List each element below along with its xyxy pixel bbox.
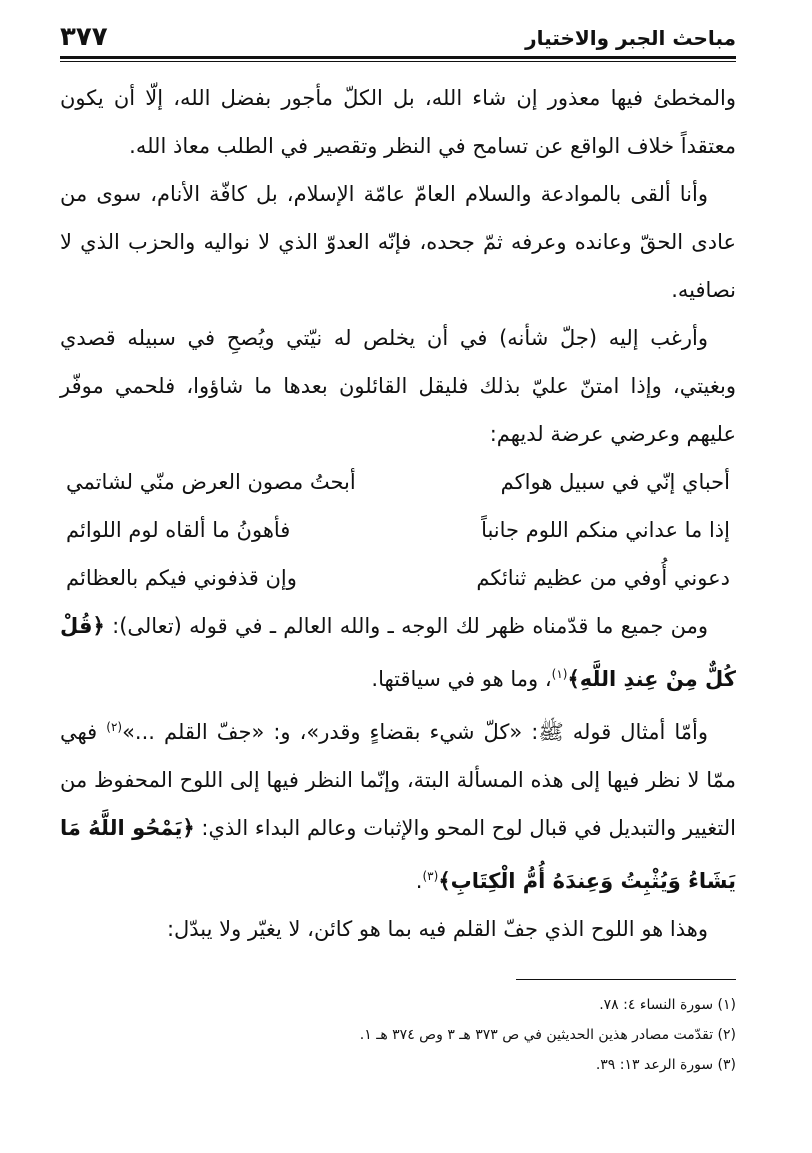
- paragraph-4-end: ، وما هو في سياقتها.: [371, 667, 552, 691]
- paragraph-2: وأنا ألقى بالموادعة والسلام العامّ عامّة الإسلام، بل كافّة الأنام، سوى من عادى الحقّ وعانده وعرفه ثمّ جحده، فإنّه العدوّ الذي لا نواليه والحزب الذي لا نصافيه.: [60, 182, 736, 302]
- footnote-3: (٣) سورة الرعد ١٣: ٣٩.: [595, 1057, 736, 1073]
- verse-first-hemistich: أحباي إنّي في سبيل هواكم: [500, 470, 730, 494]
- verse-line-2: [60, 506, 736, 554]
- page-header: [60, 18, 736, 54]
- paragraph-4-text: ومن جميع ما قدّمناه ظهر لك الوجه ـ والله العالم ـ في قوله (تعالى):: [104, 614, 708, 638]
- verse-first-hemistich: إذا ما عداني منكم اللوم جانباً: [481, 518, 730, 542]
- verse-second-hemistich: أبحتُ مصون العرض منّي لشاتمي: [66, 470, 356, 494]
- running-title: مباحث الجبر والاختيار: [525, 26, 736, 50]
- paragraph-5-text: وأمّا أمثال قوله ﷺ: «كلّ شيء بقضاءٍ وقدر»، و: «جفّ القلم ...»: [122, 720, 709, 744]
- verse-second-hemistich: فأهونُ ما ألقاه لوم اللوائم: [66, 518, 291, 542]
- paragraph-5-end: .: [415, 869, 423, 893]
- verse-line-3: [60, 554, 736, 602]
- footnotes: [60, 990, 736, 1080]
- footnote-separator: [516, 979, 736, 980]
- header-rule-thin: [60, 61, 736, 62]
- quran-quote: ﴿قُلْ كُلٌّ مِنْ عِندِ اللَّهِ﴾: [60, 614, 736, 691]
- footnote-2: (٢) تقدّمت مصادر هذين الحديثين في ص ٣٧٣ هـ ٣ وص ٣٧٤ هـ ١.: [359, 1027, 736, 1043]
- page-body: [60, 74, 736, 953]
- paragraph-5-middle: فهي ممّا لا نظر فيها إلى هذه المسألة البتة، وإنّما النظر فيها إلى اللوح المحفوظ من التغيير والتبديل في قبال لوح المحو والإثبات وعالم البداء الذي:: [60, 720, 736, 840]
- footnote-ref[interactable]: (٣): [422, 869, 439, 883]
- verse-first-hemistich: دعوني أُوفي من عظيم ثنائكم: [476, 566, 730, 590]
- header-rule-thick: [60, 56, 736, 59]
- paragraph-6: وهذا هو اللوح الذي جفّ القلم فيه بما هو كائن، لا يغيّر ولا يبدّل:: [166, 917, 708, 941]
- footnote-ref[interactable]: (٢): [106, 720, 123, 734]
- paragraph-5: [60, 703, 736, 905]
- footnote-ref[interactable]: (١): [551, 667, 568, 681]
- paragraph-4: [60, 602, 736, 703]
- paragraph-3: وأرغب إليه (جلّ شأنه) في أن يخلص له نيّتي ويُصحِ في سبيله قصدي وبغيتي، وإذا امتنّ عليّ بذلك فليقل القائلون بعدها ما شاؤوا، فلحمي موفّر عليهم وعرضي عرضة لديهم:: [60, 326, 736, 446]
- book-page: [60, 18, 736, 1080]
- page-number: ٣٧٧: [60, 22, 108, 52]
- quran-quote: ﴿يَمْحُو اللَّهُ مَا يَشَاءُ وَيُثْبِتُ وَعِندَهُ أُمُّ الْكِتَابِ﴾: [60, 816, 736, 893]
- footnote-1: (١) سورة النساء ٤: ٧٨.: [599, 997, 736, 1013]
- verse-second-hemistich: وإن قذفوني فيكم بالعظائم: [66, 566, 297, 590]
- verse-line-1: [60, 458, 736, 506]
- paragraph-1: والمخطئ فيها معذور إن شاء الله، بل الكلّ مأجور بفضل الله، إلّا أن يكون معتقداً خلاف الواقع عن تسامح في النظر وتقصير في الطلب معاذ الله.: [60, 86, 736, 158]
